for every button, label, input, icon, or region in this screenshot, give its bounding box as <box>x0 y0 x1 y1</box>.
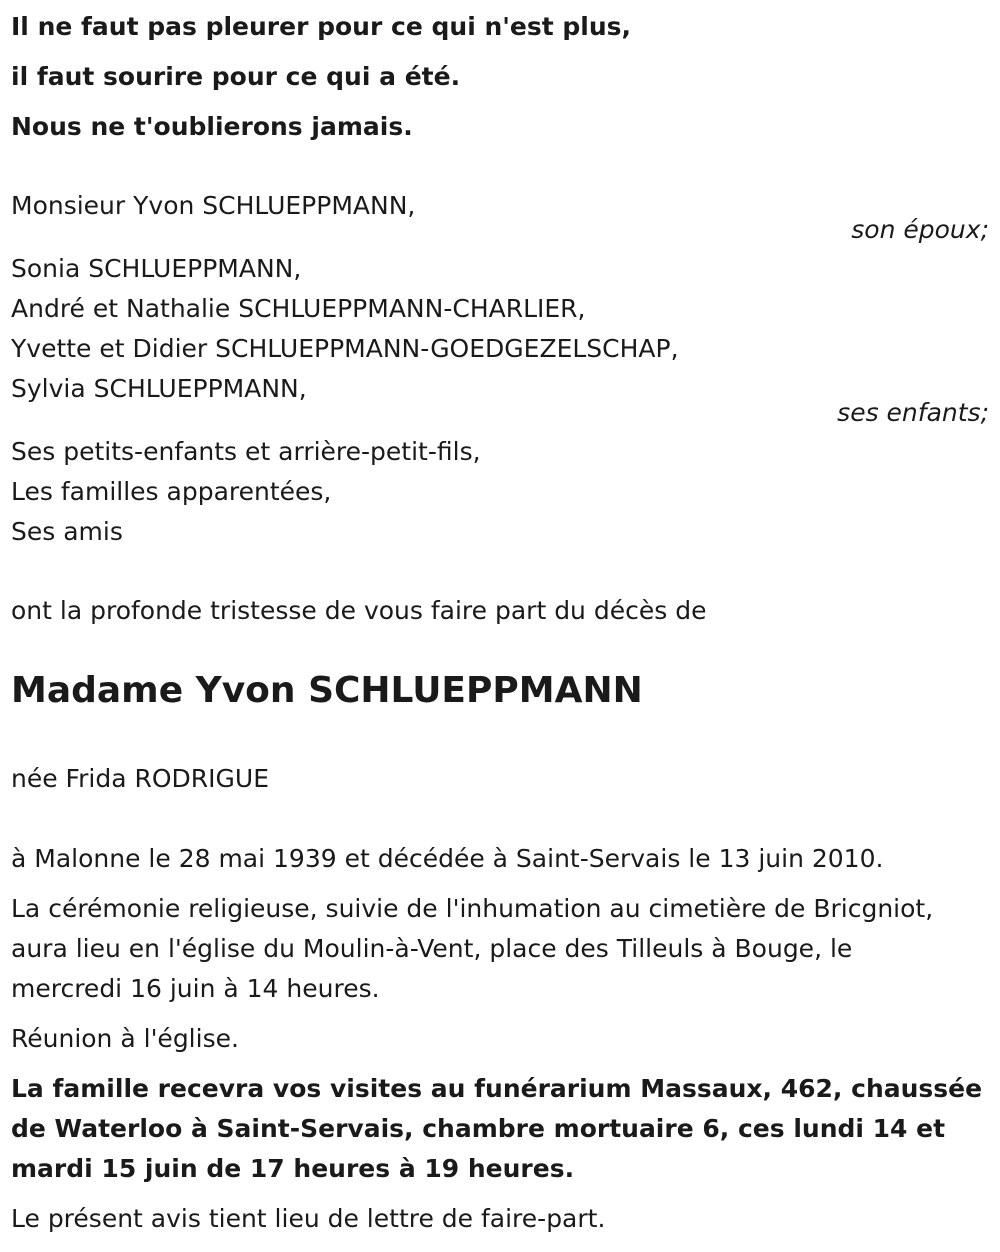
spouse-role: son époux; <box>851 215 989 244</box>
meeting-text: Réunion à l'église. <box>11 1024 239 1053</box>
quote-line-1: Il ne faut pas pleurer pour ce qui n'est plus, <box>11 12 632 41</box>
other-mourners: Ses petits-enfants et arrière-petit-fils, <box>11 437 481 466</box>
birth-name: née Frida RODRIGUE <box>11 764 269 793</box>
ceremony-line: La cérémonie religieuse, suivie de l'inhumation au cimetière de Bricgniot, <box>11 894 934 923</box>
other-mourners: Ses amis <box>11 517 123 546</box>
visits-line: mardi 15 juin de 17 heures à 19 heures. <box>11 1154 575 1183</box>
deceased-name: Madame Yvon SCHLUEPPMANN <box>11 670 643 711</box>
dates-text: à Malonne le 28 mai 1939 et décédée à Saint-Servais le 13 juin 2010. <box>11 844 884 873</box>
child-name: Sonia SCHLUEPPMANN, <box>11 254 302 283</box>
children-role: ses enfants; <box>837 398 989 427</box>
ceremony-line: aura lieu en l'église du Moulin-à-Vent, place des Tilleuls à Bouge, le <box>11 934 853 963</box>
quote-line-3: Nous ne t'oublierons jamais. <box>11 112 413 141</box>
spouse-name: Monsieur Yvon SCHLUEPPMANN, <box>11 191 416 220</box>
quote-line-2: il faut sourire pour ce qui a été. <box>11 62 461 91</box>
closing-text: Le présent avis tient lieu de lettre de faire-part. <box>11 1204 606 1233</box>
child-name: Sylvia SCHLUEPPMANN, <box>11 374 307 403</box>
visits-line: de Waterloo à Saint-Servais, chambre mortuaire 6, ces lundi 14 et <box>11 1114 946 1143</box>
child-name: André et Nathalie SCHLUEPPMANN-CHARLIER, <box>11 294 586 323</box>
ceremony-line: mercredi 16 juin à 14 heures. <box>11 974 380 1003</box>
announcement: ont la profonde tristesse de vous faire part du décès de <box>11 596 707 625</box>
other-mourners: Les familles apparentées, <box>11 477 332 506</box>
child-name: Yvette et Didier SCHLUEPPMANN-GOEDGEZELSCHAP, <box>11 334 679 363</box>
visits-line: La famille recevra vos visites au funérarium Massaux, 462, chaussée <box>11 1074 983 1103</box>
